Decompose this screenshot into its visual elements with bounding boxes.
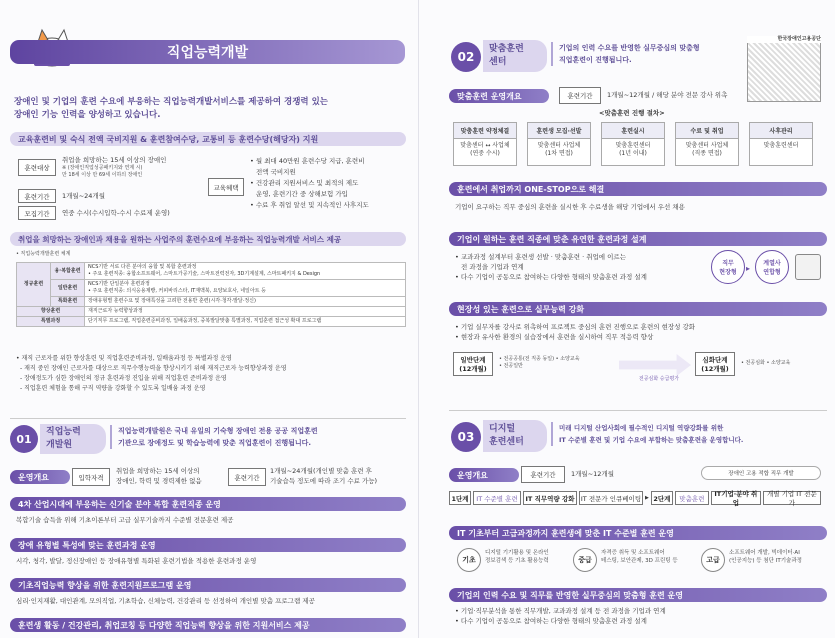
step-1-body: 맞춤센터 ↔ 사업체 (연중 수시) xyxy=(460,142,510,157)
r-feature-2-header xyxy=(449,232,827,246)
row-value-2: NCS기반 단일분야 훈련과정 • 주요 훈련직종: 의식응용제빵, 커피바리스타, IT재맥북, 요양보호사, 네일아트 등 xyxy=(85,280,406,297)
intro-text xyxy=(14,96,409,122)
feature-1-desc: 복합기술 습득을 위해 기초이론부터 고급 실무기술까지 수준별 전문훈련 제공 xyxy=(16,516,234,524)
r-feature-2-title: 기업이 원하는 훈련 직종에 맞춘 유연한 훈련과정 설계 xyxy=(457,234,647,244)
overview-tag-01 xyxy=(10,470,70,484)
period-01-2: 기술습득 정도에 따라 조기 수료 가능) xyxy=(270,477,378,485)
section-number-01 xyxy=(10,425,38,453)
feature-2-desc: 시각, 청각, 발달, 정신장애인 등 장애유형별 특화된 훈련기법을 적용한 훈련과정 운영 xyxy=(16,557,257,565)
feature-2-header xyxy=(10,538,406,552)
target-note-1: ※ (장애인직업성공패키지와 연계 시) xyxy=(62,165,143,171)
overview-tag-03-text: 운영개요 xyxy=(457,470,488,480)
label-period-02-text: 훈련기간 xyxy=(567,92,593,100)
center-name-01 xyxy=(40,424,106,454)
level-intermediate-desc: 자격증 취득 및 소프트웨어 테스팅, 보안관제, 3D 프린팅 등 xyxy=(601,550,678,564)
num-02-text: 02 xyxy=(457,50,475,64)
flow-arrow-icon: ▶ xyxy=(645,495,649,501)
section-number-03 xyxy=(451,422,481,452)
job-dev-pill xyxy=(701,466,821,480)
digital-flow xyxy=(449,490,827,506)
desc-02-line2: 직업훈련이 진행됩니다. xyxy=(559,56,632,64)
r-feature-3-header xyxy=(449,302,827,316)
center-desc-02 xyxy=(551,42,731,66)
page-title-banner xyxy=(10,40,405,64)
flow-item-4: 맞춤훈련 xyxy=(675,491,709,505)
flow-item-3: IT 전문가 인큐베이팅 xyxy=(579,491,643,505)
desc-03-line2: IT 수준별 훈련 및 기업 수요에 부합하는 맞춤훈련을 운영합니다. xyxy=(559,436,744,444)
r-feature-2-desc xyxy=(455,252,705,282)
overview-tag-01-text: 운영개요 xyxy=(18,472,49,482)
section-training-header xyxy=(10,232,406,246)
intro-line-1: 장애인 및 기업의 훈련 수요에 부응하는 직업능력개발서비스를 제공하여 경쟁력 있는 xyxy=(14,97,329,107)
note-2: - 재직 중인 장애인 근로자를 대상으로 직무수행능력을 향상시키기 위해 재직근로자 능력향상과정 운영 xyxy=(20,365,287,372)
row-key-3: 특화훈련 xyxy=(51,297,85,307)
label-period-text: 훈련기간 xyxy=(24,192,50,201)
flow-stage-2: 2단계 xyxy=(651,491,673,505)
step-2-head: 훈련생 모집·선발 xyxy=(528,123,590,139)
center-name-03-line1: 디지털 xyxy=(489,424,516,434)
benefit-list xyxy=(250,156,415,211)
flow-item-5: IT기업·분야 취업 xyxy=(711,491,761,505)
feature-3-desc: 심리·인지재활, 대인관계, 모의직업, 기초학습, 신체능력, 건강관리 등 선정하여 개인별 맞춤 프로그램 제공 xyxy=(16,597,315,605)
step-5-head: 사후관리 xyxy=(750,123,812,139)
type-circle-1 xyxy=(711,250,745,284)
benefit-2: • 건강관리 지원서비스 및 최적의 제도 xyxy=(250,179,359,187)
label-recruit xyxy=(18,206,56,220)
process-step-5 xyxy=(749,122,813,166)
row-value-1: NCS기반 서로 다른 분야의 융합 및 복합 훈련과정 • 주요 훈련직종: 융합소프트웨어, 스마트가공기술, 스마트전력전자, 3D기계설계, 스마트패키지 & Design xyxy=(85,263,406,280)
level-basic xyxy=(457,548,481,572)
benefit-3: • 수료 후 취업 알선 및 지속적인 사후지도 xyxy=(250,201,369,209)
step-3-head: 훈련실시 xyxy=(602,123,664,139)
d-feature-2-a: • 기업·직무분석을 통한 직무개발, 교과과정 설계 등 전 과정을 기업과 연계 xyxy=(455,607,666,615)
center-name-03-line2: 훈련센터 xyxy=(489,437,524,447)
flow-stage-1: 1단계 xyxy=(449,491,471,505)
process-step-4 xyxy=(675,122,739,166)
qr-code-image xyxy=(747,36,821,102)
overview-tag-02-text: 맞춤훈련 운영개요 xyxy=(457,91,522,101)
r-feature-3-title: 현장성 있는 훈련으로 실무능력 강화 xyxy=(457,304,585,314)
stage-general-items xyxy=(499,356,619,370)
period-value: 1개월~24개월 xyxy=(62,192,105,200)
r-feature-1-header xyxy=(449,182,827,196)
promotion-arrow xyxy=(619,354,691,376)
label-period-03 xyxy=(521,466,565,483)
training-system-label: • 직업능력개발훈련 체계 xyxy=(16,251,71,257)
note-3: - 장애정도가 심한 장애인의 정규 훈련과정 진입을 위해 직업훈련 준비과정 운영 xyxy=(20,375,227,382)
level-basic-desc: 디지털 기기활용 및 온라인 정보검색 등 기초 활용능력 xyxy=(485,550,549,564)
level-intermediate xyxy=(573,548,597,572)
stage-advanced xyxy=(695,352,735,376)
section-training-title: 취업을 희망하는 장애인과 채용을 원하는 사업주의 훈련수요에 부응하는 직업능력개발 서비스 제공 xyxy=(18,234,342,244)
promotion-arrow-label: 전공심화 승급평가 xyxy=(638,376,680,382)
admission-1: 취업을 희망하는 15세 이상의 xyxy=(116,467,200,475)
target-note-2: 만 18세 이상 만 69세 이하의 장애인 xyxy=(62,172,143,178)
d-feature-2-b: • 다수 기업이 공동으로 참여하는 다양한 형태의 맞춤훈련 과정 설계 xyxy=(455,617,647,625)
label-admission xyxy=(72,468,110,486)
type-circle-2-text: 계열사 연합형 xyxy=(763,260,781,276)
feature-1-header xyxy=(10,497,406,511)
r-feature-1-desc: 기업이 요구하는 직무 중심의 훈련을 실시한 후 수료생을 해당 기업에서 우선 채용 xyxy=(455,203,685,211)
label-target-text: 훈련대상 xyxy=(24,164,50,172)
label-admission-text: 입학자격 xyxy=(78,473,104,482)
center-name-03 xyxy=(483,420,547,452)
label-period-02 xyxy=(559,87,601,104)
intro-line-2: 장애인 기능 인력을 양성하고 있습니다. xyxy=(14,110,161,120)
center-desc-03 xyxy=(551,422,831,446)
feature-2-title: 장애 유형별 특성에 맞는 훈련과정 운영 xyxy=(18,540,156,550)
feature-3-header xyxy=(10,578,406,592)
label-benefit-text: 교육혜택 xyxy=(213,183,239,192)
r-feature-3-b: • 현장과 유사한 환경의 실습장에서 훈련을 실시하여 직무 적응력 향상 xyxy=(455,333,654,341)
type-circle-2 xyxy=(755,250,789,284)
row-value-3: 장애유형별 훈련수요 및 장애특성을 고려한 전용반 훈련(시각·청각·발달·정신) xyxy=(85,297,406,307)
num-03-text: 03 xyxy=(457,430,475,444)
admission-value xyxy=(116,466,226,486)
stage-advanced-items: • 전공심화 • 소양교육 xyxy=(741,360,791,366)
r-feature-2-b: 전 과정을 기업과 연계 xyxy=(461,263,524,271)
group-regular: 정규훈련 xyxy=(17,263,51,307)
people-icon xyxy=(795,254,821,280)
feature-4-header xyxy=(10,618,406,632)
row-key-5: 특별과정 xyxy=(17,317,85,327)
section-support-title: 교육훈련비 및 숙식 전액 국비지원 & 훈련참여수당, 교통비 등 훈련수당(해당자) 지원 xyxy=(18,134,319,144)
desc-02-line1: 기업의 인력 수요를 반영한 실무중심의 맞춤형 xyxy=(559,44,700,52)
desc-03-line1: 미래 디지털 산업사회에 필수적인 디지털 역량강화를 위한 xyxy=(559,424,724,432)
recruit-value: 연중 수시(수시입학-수시 수료제 운영) xyxy=(62,209,170,217)
d-feature-1-header xyxy=(449,526,827,540)
feature-3-title: 기초직업능력 향상을 위한 훈련지원프로그램 운영 xyxy=(18,580,192,590)
label-period-03-text: 훈련기간 xyxy=(530,471,556,479)
row-key-1: 융·복합훈련 xyxy=(51,263,85,280)
section-number-02 xyxy=(451,42,481,72)
label-period-01 xyxy=(228,468,266,486)
level-basic-text: 기초 xyxy=(462,556,476,564)
overview-tag-03 xyxy=(449,468,519,482)
level-advanced-desc: 소프트웨어 개발, 빅데이터·AI (인공지능) 등 첨단 IT기술과정 xyxy=(729,550,802,564)
job-dev-text: 장애인 고용 적합 직무 개발 xyxy=(728,471,794,477)
label-recruit-text: 모집기간 xyxy=(24,209,50,218)
period-01-value xyxy=(270,466,415,486)
r-feature-2-c: • 다수 기업이 공동으로 참여하는 다양한 형태의 맞춤훈련 과정 설계 xyxy=(455,273,647,281)
flow-item-2: IT 직무역량 강화 xyxy=(523,491,577,505)
process-step-3 xyxy=(601,122,665,166)
special-course-notes xyxy=(16,354,411,394)
process-step-2 xyxy=(527,122,591,166)
flow-item-6: 개별 기업 IT 전문가 xyxy=(763,491,821,505)
level-advanced-text: 고급 xyxy=(706,556,720,564)
d-feature-2-desc xyxy=(455,606,827,626)
feature-1-title: 4차 산업시대에 부응하는 신기술 분야 복합 훈련직종 운영 xyxy=(18,499,221,509)
center-name-02-line2: 센터 xyxy=(489,57,507,67)
desc-01-line2: 기관으로 장애정도 및 학습능력에 맞춘 직업훈련이 진행됩니다. xyxy=(118,439,312,447)
benefit-1: • 월 최대 40만원 훈련수당 지급, 훈련비 xyxy=(250,157,365,165)
page-title: 직업능력개발 xyxy=(166,45,249,61)
step-2-body: 맞춤센터 사업체 (1차 면접) xyxy=(537,142,581,157)
step-4-body: 맞춤센터 사업체 (직종 면접) xyxy=(685,142,729,157)
step-4-head: 수료 및 취업 xyxy=(676,123,738,139)
step-3-body: 맞춤훈련센터 (1년 이내) xyxy=(615,142,651,157)
benefit-1b: 전액 국비지원 xyxy=(256,168,296,176)
process-title: <맞춤훈련 진행 절차> xyxy=(599,109,665,117)
row-key-2: 일반훈련 xyxy=(51,280,85,297)
label-period xyxy=(18,189,56,203)
target-text: 취업을 희망하는 15세 이상의 장애인 xyxy=(62,156,167,164)
step-1-head: 맞춤훈련 약정체결 xyxy=(454,123,516,139)
center-name-02 xyxy=(483,40,547,72)
center-desc-01 xyxy=(110,425,410,449)
admission-2: 장애인, 학력 및 경력제한 없음 xyxy=(116,477,202,485)
center-name-01-line1: 직업능력 xyxy=(46,427,81,437)
label-benefit xyxy=(208,178,244,196)
row-value-4: 재직근로자 능력향상과정 xyxy=(85,307,406,317)
step-5-body: 맞춤훈련센터 xyxy=(763,142,799,149)
note-1: • 재직 근로자를 위한 향상훈련 및 직업훈련준비과정, 일배움과정 등 특별과정 운영 xyxy=(16,355,232,362)
period-01-1: 1개월~24개월(개인별 맞춤 훈련 후 xyxy=(270,467,372,475)
d-feature-1-title: IT 기초부터 고급과정까지 훈련생에 맞춘 IT 수준별 훈련 운영 xyxy=(457,528,674,538)
type-circle-1-text: 직무 현장형 xyxy=(719,260,737,276)
overview-tag-02 xyxy=(449,89,549,103)
row-key-4: 향상훈련 xyxy=(17,307,85,317)
r-feature-1-title: 훈련에서 취업까지 ONE-STOP으로 해결 xyxy=(457,184,605,194)
stage-advanced-text: 심화단계 (12개월) xyxy=(701,356,729,373)
desc-01-line1: 직업능력개발원은 국내 유일의 기숙형 장애인 전용 공공 직업훈련 xyxy=(118,427,318,435)
note-4: - 직업훈련 체험을 통해 구직 역량을 강화할 수 있도록 일배움 과정 운영 xyxy=(20,385,206,392)
divider-right xyxy=(449,410,827,411)
period-03-value: 1개월~12개월 xyxy=(571,470,614,478)
row-value-5: 단기직무 프로그램, 직업훈련준비과정, 일배움과정, 중복발달맞춤 특별과정, 직업훈련 접근성 확대 프로그램 xyxy=(85,317,406,327)
stage-general-b: • 전공일반 xyxy=(499,363,523,369)
flow-item-1: IT 수준별 훈련 xyxy=(473,491,521,505)
section-support-header xyxy=(10,132,406,146)
target-value xyxy=(62,155,202,179)
arrow-icon: ▸ xyxy=(746,264,751,273)
d-feature-2-header xyxy=(449,588,827,602)
org-logo-text: 한국장애인고용공단 xyxy=(747,36,821,43)
num-01-text: 01 xyxy=(16,432,32,446)
benefit-2b: 운영, 훈련기간 중 상해보험 가입 xyxy=(256,190,348,198)
center-name-01-line2: 개발원 xyxy=(46,440,73,450)
process-step-1 xyxy=(453,122,517,166)
label-period-01-text: 훈련기간 xyxy=(234,473,260,482)
stage-general xyxy=(453,352,493,376)
center-name-02-line1: 맞춤훈련 xyxy=(489,44,524,54)
right-page xyxy=(418,0,835,638)
label-target xyxy=(18,159,56,176)
period-02-value: 1개월~12개월 / 해당 분야 전문 강사 위촉 xyxy=(607,91,728,99)
level-advanced xyxy=(701,548,725,572)
stage-general-a: • 전공공통(전 직종 동일) • 소양교육 xyxy=(499,356,580,362)
training-system-table xyxy=(16,262,406,327)
r-feature-3-desc xyxy=(455,322,827,342)
stage-general-text: 일반단계 (12개월) xyxy=(459,356,487,373)
d-feature-2-title: 기업의 인력 수요 및 직무를 반영한 실무중심의 맞춤형 훈련 운영 xyxy=(457,590,683,600)
feature-4-title: 훈련생 활동 / 건강관리, 취업코칭 등 다양한 직업능력 향상을 위한 지원서비스 제공 xyxy=(18,620,310,630)
r-feature-2-a: • 교과과정 설계부터 훈련생 선발 · 맞춤훈련 · 취업에 이르는 xyxy=(455,253,626,261)
level-intermediate-text: 중급 xyxy=(578,556,592,564)
r-feature-3-a: • 기업 실무자를 강사로 위촉하여 프로젝트 중심의 훈련 진행으로 훈련의 현장성 강화 xyxy=(455,323,696,331)
